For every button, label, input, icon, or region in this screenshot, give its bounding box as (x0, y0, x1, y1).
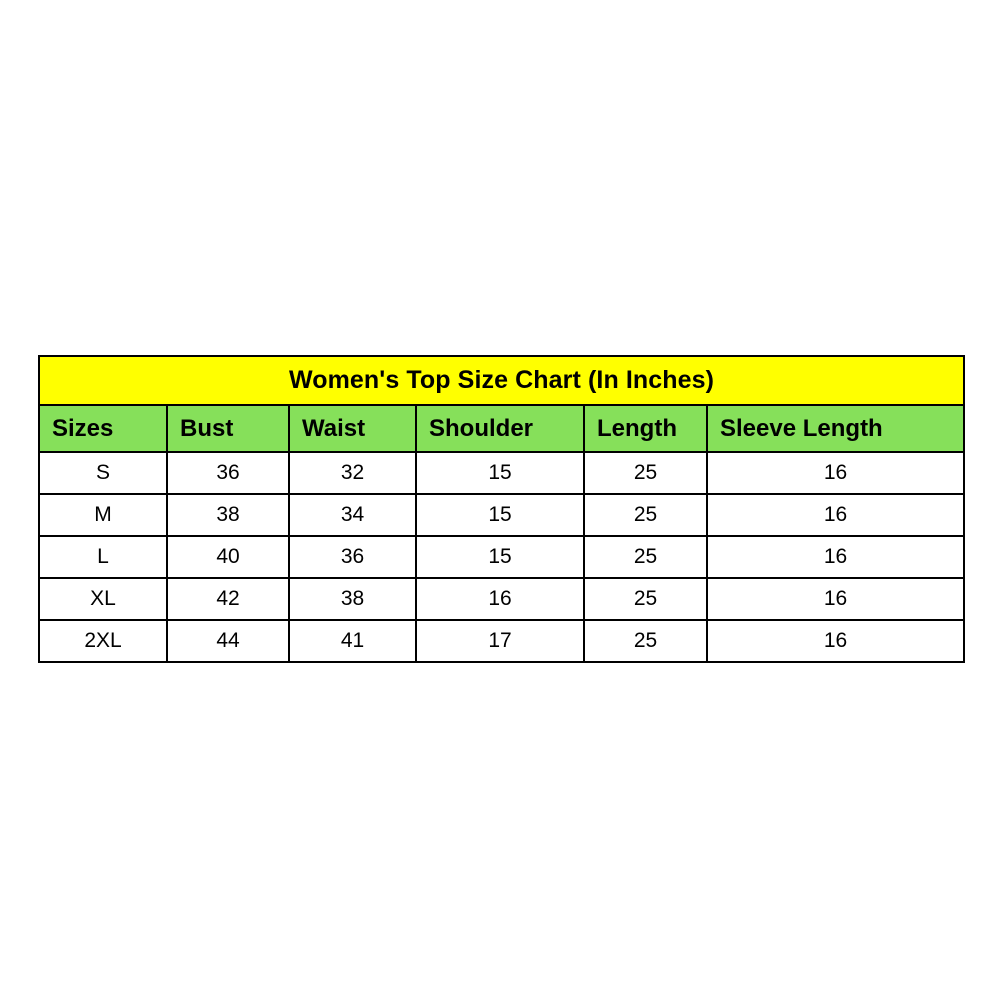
cell-waist: 34 (289, 494, 416, 536)
cell-bust: 40 (167, 536, 289, 578)
cell-sleeve-length: 16 (707, 452, 964, 494)
cell-length: 25 (584, 494, 707, 536)
cell-sleeve-length: 16 (707, 620, 964, 662)
cell-shoulder: 15 (416, 536, 584, 578)
cell-waist: 41 (289, 620, 416, 662)
table-row (39, 578, 964, 620)
column-header-sleeve-length: Sleeve Length (707, 405, 964, 452)
cell-size: S (39, 452, 167, 494)
table-row (39, 494, 964, 536)
cell-sleeve-length: 16 (707, 494, 964, 536)
cell-bust: 36 (167, 452, 289, 494)
cell-shoulder: 15 (416, 494, 584, 536)
cell-length: 25 (584, 536, 707, 578)
cell-shoulder: 15 (416, 452, 584, 494)
column-header-waist: Waist (289, 405, 416, 452)
table-row (39, 536, 964, 578)
chart-title: Women's Top Size Chart (In Inches) (39, 356, 964, 405)
table-header-row (39, 405, 964, 452)
table-row (39, 452, 964, 494)
column-header-length: Length (584, 405, 707, 452)
size-chart-container (38, 355, 963, 663)
column-header-sizes: Sizes (39, 405, 167, 452)
cell-size: 2XL (39, 620, 167, 662)
cell-waist: 32 (289, 452, 416, 494)
cell-length: 25 (584, 578, 707, 620)
cell-size: L (39, 536, 167, 578)
cell-waist: 38 (289, 578, 416, 620)
cell-bust: 42 (167, 578, 289, 620)
cell-length: 25 (584, 620, 707, 662)
cell-size: M (39, 494, 167, 536)
cell-length: 25 (584, 452, 707, 494)
cell-sleeve-length: 16 (707, 578, 964, 620)
chart-title-row (39, 356, 964, 405)
cell-shoulder: 16 (416, 578, 584, 620)
size-chart-table (38, 355, 965, 663)
cell-waist: 36 (289, 536, 416, 578)
cell-bust: 38 (167, 494, 289, 536)
column-header-shoulder: Shoulder (416, 405, 584, 452)
column-header-bust: Bust (167, 405, 289, 452)
cell-shoulder: 17 (416, 620, 584, 662)
cell-bust: 44 (167, 620, 289, 662)
cell-size: XL (39, 578, 167, 620)
cell-sleeve-length: 16 (707, 536, 964, 578)
table-row (39, 620, 964, 662)
